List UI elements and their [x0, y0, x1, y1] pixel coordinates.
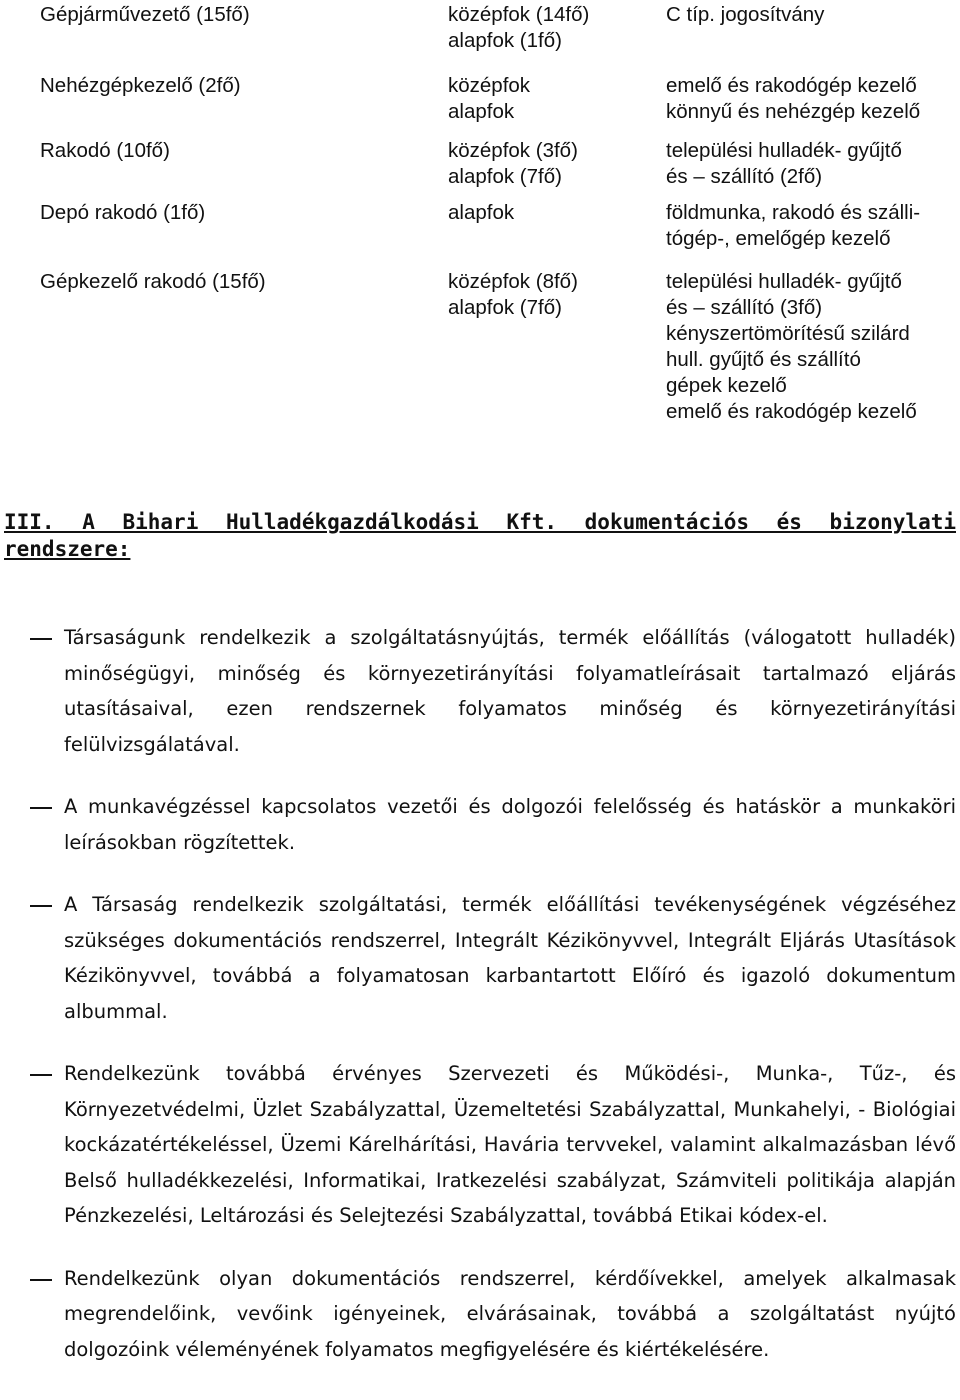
role-education [448, 2, 666, 73]
education-line: alapfok (7fő) [448, 296, 562, 319]
qualification-line: gépek kezelő [666, 374, 787, 397]
role-education [448, 269, 666, 439]
dash-bullet-icon [30, 1074, 52, 1076]
role-qualification [666, 138, 955, 200]
qualification-line: hull. gyűjtő és szállító [666, 348, 861, 371]
staff-row [40, 73, 955, 138]
list-item [0, 789, 956, 860]
qualification-line: és – szállító (3fő) [666, 296, 823, 319]
qualification-line: és – szállító (2fő) [666, 165, 823, 188]
education-line: alapfok [448, 201, 515, 224]
staff-row [40, 269, 955, 439]
role-education [448, 138, 666, 200]
role-qualification [666, 73, 955, 138]
role-education [448, 73, 666, 138]
bullet-text: Rendelkezünk továbbá érvényes Szervezeti és Működési-, Munka-, Tűz-, és Környezetvédelmi, Üzlet Szabályzattal, Üzemeltetési Szabályzattal, Munkahelyi, - Biológiai kockázatértékeléssel, Üzemi Kárelhárítási, Havária tervvekel, valamint alkalmazásban lévő Belső hulladékkezelési, Informatikai, Iratkezelési szabályzat, Számviteli politikája alapján Pénzkezelési, Leltározási és Selejtezési Szabályzattal, továbbá Etikai kódex-el. [64, 1062, 956, 1227]
education-line: középfok [448, 74, 531, 97]
qualification-line: települési hulladék- gyűjtő [666, 139, 902, 162]
dash-bullet-icon [30, 1279, 52, 1281]
bullet-text: A munkavégzéssel kapcsolatos vezetői és dolgozói felelősség és hatáskör a munkaköri leírásokban rögzítettek. [64, 795, 956, 854]
education-line: középfok (3fő) [448, 139, 578, 162]
qualification-line: C típ. jogosítvány [666, 3, 825, 26]
list-item [0, 1056, 956, 1234]
role-name: Depó rakodó (1fő) [40, 201, 206, 224]
qualification-line: emelő és rakodógép kezelő [666, 400, 917, 423]
education-line: alapfok (7fő) [448, 165, 562, 188]
dash-bullet-icon [30, 807, 52, 809]
education-line: középfok (8fő) [448, 270, 578, 293]
role-education [448, 200, 666, 269]
staff-row [40, 138, 955, 200]
staff-row [40, 2, 955, 73]
role-qualification [666, 200, 955, 269]
qualification-line: földmunka, rakodó és szálli- [666, 201, 921, 224]
bullet-text: A Társaság rendelkezik szolgáltatási, termék előállítási tevékenységének végzéséhez szükséges dokumentációs rendszerrel, Integrált Kézikönyvvel, Integrált Eljárás Utasítások Kézikönyvvel, továbbá a folyamatosan karbantartott Előíró és igazoló dokumentum albummal. [64, 893, 956, 1023]
education-line: alapfok (1fő) [448, 29, 562, 52]
role-qualification [666, 2, 955, 73]
list-item [0, 887, 956, 1029]
bullet-text: Társaságunk rendelkezik a szolgáltatásnyújtás, termék előállítás (válogatott hulladék) minőségügyi, minőség és környezetirányítási folyamatleírásait tartalmazó eljárás utasításaival, ezen rendszernek folyamatos minőség és környezetirányítási felülvizsgálatával. [64, 626, 956, 756]
qualification-line: kényszertömörítésű szilárd [666, 322, 910, 345]
role-name: Gépkezelő rakodó (15fő) [40, 270, 266, 293]
section-heading: III. A Bihari Hulladékgazdálkodási Kft. dokumentációs és bizonylati rendszere: [4, 510, 956, 561]
dash-bullet-icon [30, 638, 52, 640]
list-item [0, 620, 956, 762]
staff-row [40, 200, 955, 269]
qualification-line: könnyű és nehézgép kezelő [666, 100, 921, 123]
qualification-line: települési hulladék- gyűjtő [666, 270, 902, 293]
bullet-text: Rendelkezünk olyan dokumentációs rendszerrel, kérdőívekkel, amelyek alkalmasak megrendelőink, vevőink igényeinek, elvárásainak, továbbá a szolgáltatást nyújtó dolgozóink véleményének folyamatos megfigyelésére és kiértékelésére. [64, 1266, 956, 1361]
education-line: középfok (14fő) [448, 3, 590, 26]
education-line: alapfok [448, 100, 515, 123]
qualification-line: emelő és rakodógép kezelő [666, 74, 917, 97]
role-name: Gépjárművezető (15fő) [40, 3, 250, 26]
dash-bullet-icon [30, 905, 52, 907]
qualification-line: tógép-, emelőgép kezelő [666, 227, 891, 250]
staff-table [40, 2, 955, 439]
role-name: Nehézgépkezelő (2fő) [40, 74, 241, 97]
list-item [0, 1261, 956, 1368]
role-name: Rakodó (10fő) [40, 139, 170, 162]
role-qualification [666, 269, 955, 439]
bullet-list [0, 620, 960, 1367]
